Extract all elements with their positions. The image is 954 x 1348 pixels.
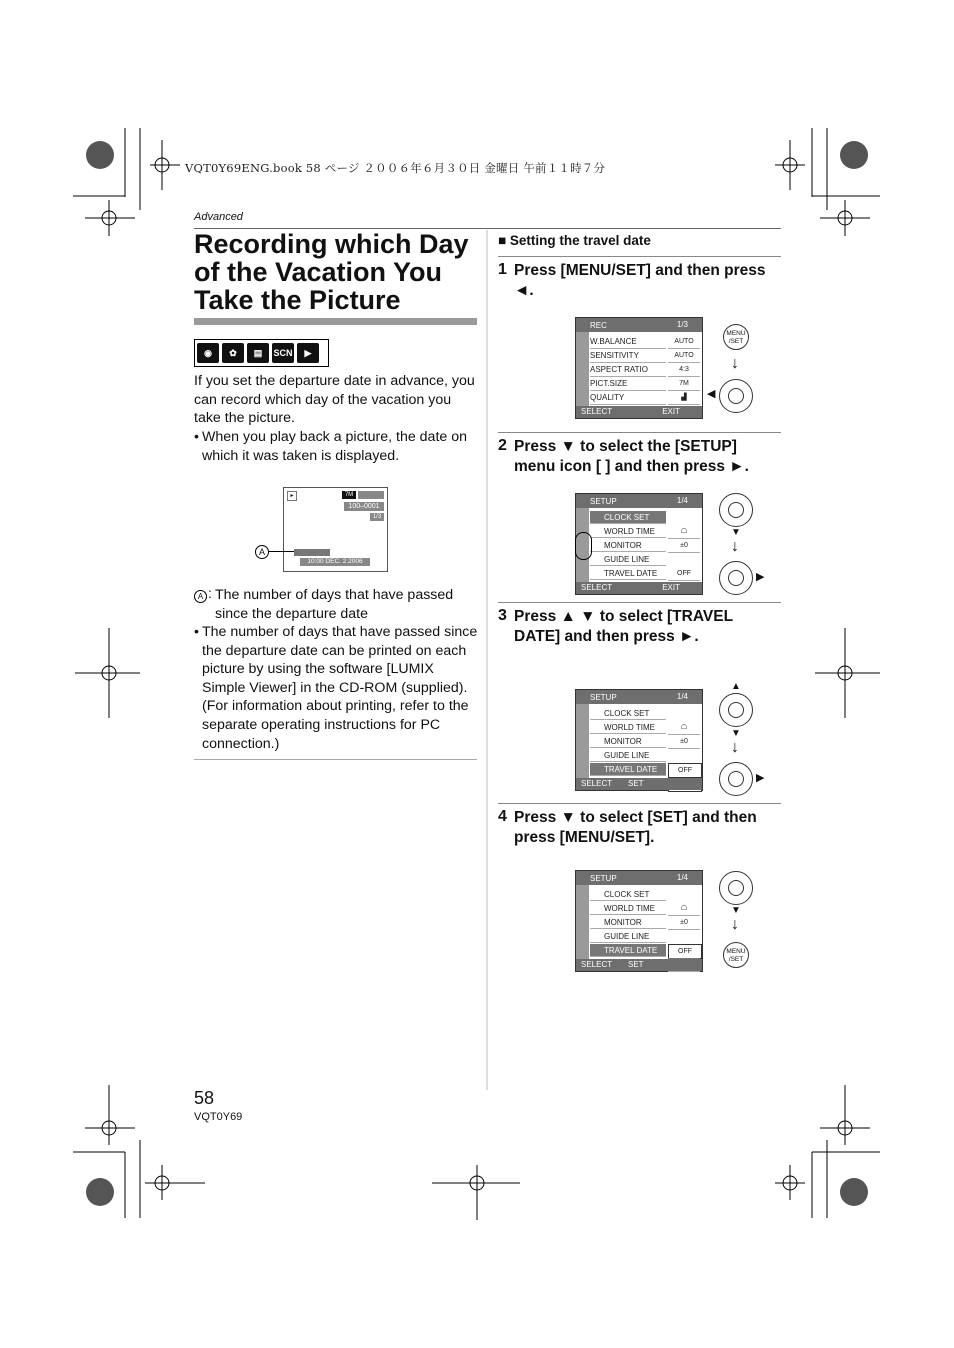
menu-value: OFF (668, 567, 700, 581)
screen-page: 1/4 (676, 692, 688, 701)
size-badge: 7M (342, 491, 356, 499)
cursor-button-icon (719, 379, 753, 413)
menu-row: GUIDE LINE (590, 553, 666, 566)
screen-title: SETUP (590, 497, 617, 506)
cursor-button-icon (719, 493, 753, 527)
setup-icon-highlight (575, 532, 592, 560)
image-count: 1/3 (370, 513, 384, 521)
screen-footer (576, 778, 702, 790)
callout-a-marker: A (255, 545, 269, 559)
screen-page: 1/4 (676, 496, 688, 505)
document-id: VQT0Y69 (194, 1111, 243, 1123)
menu-value: ☖ (668, 525, 700, 539)
menu-row: CLOCK SET (590, 511, 666, 524)
play-icon: ▸ (287, 491, 297, 501)
step-1-number: 1 (498, 261, 507, 278)
step-4-text: Press ▼ to select [SET] and then press [MENU/SET]. (514, 809, 757, 846)
menu-value: 7M (668, 377, 700, 391)
movie-mode-icon: ▤ (247, 343, 269, 363)
right-triangle-icon: ▶ (756, 571, 765, 583)
menu-row: WORLD TIME (590, 525, 666, 538)
setup-menu-screen-2 (575, 493, 703, 595)
camera-mode-icon: ◉ (197, 343, 219, 363)
callout-a-line (268, 551, 294, 552)
recorded-date: 10:00 DEC. 2.2006 (300, 558, 370, 566)
page-number: 58 (194, 1088, 215, 1108)
playback-preview (283, 487, 388, 572)
screen-title-bar (576, 494, 702, 508)
menu-value: 4:3 (668, 363, 700, 377)
step-4-number: 4 (498, 808, 507, 825)
scene-mode-icon: SCN (272, 343, 294, 363)
screen-footer (576, 406, 702, 418)
mode-icons (194, 339, 329, 367)
set-label: SET (628, 779, 644, 788)
menu-row: WORLD TIME (590, 902, 666, 915)
screen-title: REC (590, 321, 607, 330)
menu-value: ☖ (668, 902, 700, 916)
menu-set-button: MENU /SET (723, 324, 749, 350)
menu-row: QUALITY (590, 391, 666, 405)
down-triangle-icon: ▼ (731, 728, 741, 739)
note-a-text: The number of days that have passed since the departure date (215, 587, 454, 622)
step-2-rule (498, 432, 781, 433)
file-number: 100–0001 (344, 502, 384, 511)
section-label: Advanced (194, 211, 243, 223)
up-triangle-icon: ▲ (731, 681, 741, 692)
menu-row: GUIDE LINE (590, 930, 666, 943)
menu-tab-strip (576, 704, 589, 778)
menu-row: W.BALANCE (590, 335, 666, 349)
left-bottom-rule (194, 759, 477, 760)
left-triangle-icon: ◀ (707, 388, 716, 400)
step-4-rule (498, 803, 781, 804)
menu-row: PICT.SIZE (590, 377, 666, 391)
step-3-rule (498, 602, 781, 603)
menu-row: CLOCK SET (590, 888, 666, 901)
screen-page: 1/4 (676, 873, 688, 882)
select-label: SELECT (581, 960, 613, 969)
menu-value: OFF (668, 944, 702, 959)
page-title: Recording which Day of the Vacation You Take the Picture (194, 229, 469, 315)
select-label: SELECT (581, 407, 613, 416)
select-label: SELECT (581, 583, 613, 592)
subheading-text: Setting the travel date (509, 233, 651, 248)
square-bullet-icon: ■ (498, 233, 510, 248)
macro-mode-icon: ✿ (222, 343, 244, 363)
menu-value: OFF (668, 763, 702, 778)
right-triangle-icon: ▶ (756, 772, 765, 784)
menu-row: CLOCK SET (590, 707, 666, 720)
setup-menu-screen-4 (575, 870, 703, 972)
down-triangle-icon: ▼ (731, 905, 741, 916)
menu-value: ▟ (668, 391, 700, 405)
menu-row: TRAVEL DATE (590, 567, 666, 580)
menu-row: MONITOR (590, 916, 666, 929)
arrow-down-icon: ↓ (731, 739, 739, 756)
cursor-button-icon (719, 561, 753, 595)
menu-value: ±0 (668, 916, 700, 930)
note-a-colon: : (208, 586, 212, 602)
menu-value: ☖ (668, 721, 700, 735)
cursor-button-icon (719, 762, 753, 796)
menu-tab-strip (576, 332, 589, 406)
cursor-button-icon (719, 871, 753, 905)
arrow-down-icon: ↓ (731, 355, 739, 372)
menu-value: ±0 (668, 735, 700, 749)
screen-title-bar (576, 318, 702, 332)
set-label: SET (628, 960, 644, 969)
title-underline (194, 318, 477, 325)
screen-title-bar (576, 690, 702, 704)
menu-value: AUTO (668, 349, 700, 363)
step-3-number: 3 (498, 607, 507, 624)
playback-mode-icon: ▶ (297, 343, 319, 363)
bullet-dot: • (194, 429, 199, 445)
arrow-down-icon: ↓ (731, 916, 739, 933)
menu-row: GUIDE LINE (590, 749, 666, 762)
screen-title-bar (576, 871, 702, 885)
menu-row: MONITOR (590, 735, 666, 748)
setup-menu-screen-3 (575, 689, 703, 791)
arrow-down-icon: ↓ (731, 538, 739, 555)
subheading (498, 233, 651, 248)
screen-title: SETUP (590, 693, 617, 702)
intro-text: If you set the departure date in advance, you can record which day of the vacation you take the picture. (194, 373, 475, 427)
menu-row: MONITOR (590, 539, 666, 552)
menu-row: ASPECT RATIO (590, 363, 666, 377)
select-label: SELECT (581, 779, 613, 788)
screen-page: 1/3 (676, 320, 688, 329)
print-file-header: VQT0Y69ENG.book 58 ページ ２００６年６月３０日 金曜日 午前１１時７分 (185, 161, 606, 175)
subheading-rule (498, 256, 781, 257)
bullet-text: When you play back a picture, the date on which it was taken is displayed. (202, 429, 467, 464)
exit-label: EXIT (662, 407, 680, 416)
step-1-text: Press [MENU/SET] and then press ◄. (514, 262, 766, 299)
menu-row: TRAVEL DATE (590, 944, 666, 957)
rec-menu-screen (575, 317, 703, 419)
screen-title: SETUP (590, 874, 617, 883)
step-2-number: 2 (498, 437, 507, 454)
menu-set-button: MENU /SET (723, 942, 749, 968)
menu-row: WORLD TIME (590, 721, 666, 734)
screen-footer (576, 959, 702, 971)
step-2-text: Press ▼ to select the [SETUP] menu icon [ ] and then press ►. (514, 438, 749, 475)
menu-row: SENSITIVITY (590, 349, 666, 363)
exit-label: EXIT (662, 583, 680, 592)
down-triangle-icon: ▼ (731, 527, 741, 538)
screen-footer (576, 582, 702, 594)
step-3-text: Press ▲ ▼ to select [TRAVEL DATE] and then press ►. (514, 608, 733, 645)
menu-tab-strip (576, 885, 589, 959)
quality-badge (358, 491, 384, 499)
bullet-dot: • (194, 624, 199, 640)
menu-row: TRAVEL DATE (590, 763, 666, 776)
travel-days-bar (294, 549, 330, 556)
note-a-marker: A (194, 590, 207, 603)
bullet-text: The number of days that have passed since the departure date can be printed on each picture by using the software [LUMIX Simple Viewer] in the CD-ROM (supplied). (For information about printing, refer to the separate operating instructions for PC connection.) (202, 624, 478, 752)
menu-value: ±0 (668, 539, 700, 553)
menu-value: AUTO (668, 335, 700, 349)
cursor-button-icon (719, 693, 753, 727)
